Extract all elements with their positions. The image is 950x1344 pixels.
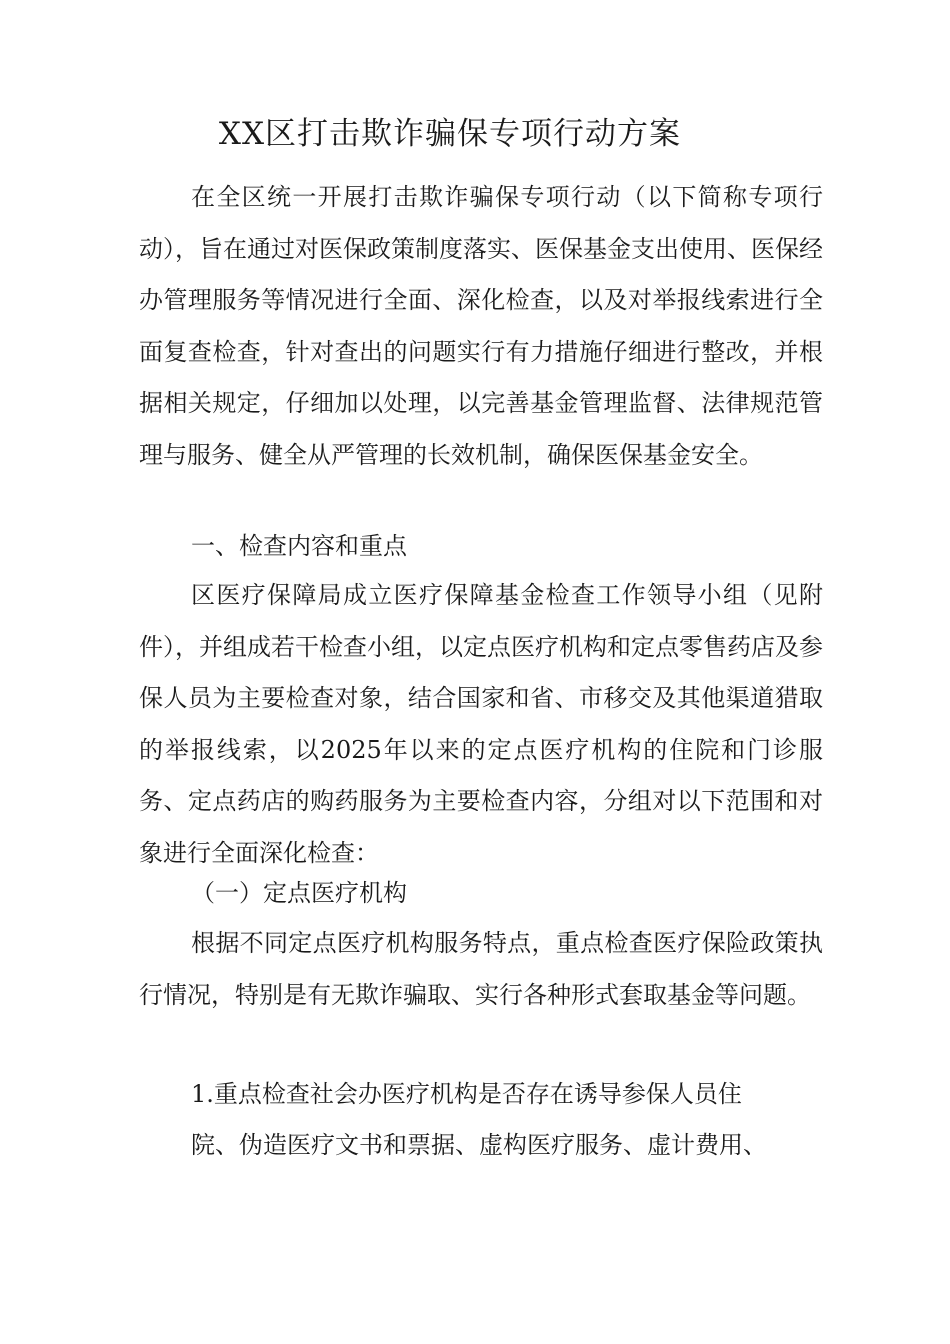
section-heading-1: 一、检查内容和重点 bbox=[191, 532, 407, 560]
section-1-paragraph: 区医疗保障局成立医疗保障基金检查工作领导小组（见附件），并组成若干检查小组，以定点医疗机构和定点零售药店及参保人员为主要检查对象，结合国家和省、市移交及其他渠道猎取的举报线索，以2025年以来的定点医疗机构的住院和门诊服务、定点药店的购药服务为主要检查内容，分组对以下范围和对象进行全面深化检查： bbox=[139, 581, 823, 867]
item-1-line-2: 院、伪造医疗文书和票据、虚构医疗服务、虚计费用、 bbox=[191, 1131, 767, 1159]
subsection-1-paragraph: 根据不同定点医疗机构服务特点，重点检查医疗保险政策执行情况，特别是有无欺诈骗取、实行各种形式套取基金等问题。 bbox=[139, 929, 823, 1009]
document-title: XX区打击欺诈骗保专项行动方案 bbox=[218, 116, 682, 152]
subsection-heading-1: （一）定点医疗机构 bbox=[191, 879, 407, 907]
item-1-line-1: 1.重点检查社会办医疗机构是否存在诱导参保人员住 bbox=[191, 1080, 742, 1108]
intro-paragraph: 在全区统一开展打击欺诈骗保专项行动（以下简称专项行动），旨在通过对医保政策制度落实、医保基金支出使用、医保经办管理服务等情况进行全面、深化检查，以及对举报线索进行全面复查检查，针对查出的问题实行有力措施仔细进行整改，并根据相关规定，仔细加以处理，以完善基金管理监督、法律规范管理与服务、健全从严管理的长效机制，确保医保基金安全。 bbox=[139, 183, 823, 469]
